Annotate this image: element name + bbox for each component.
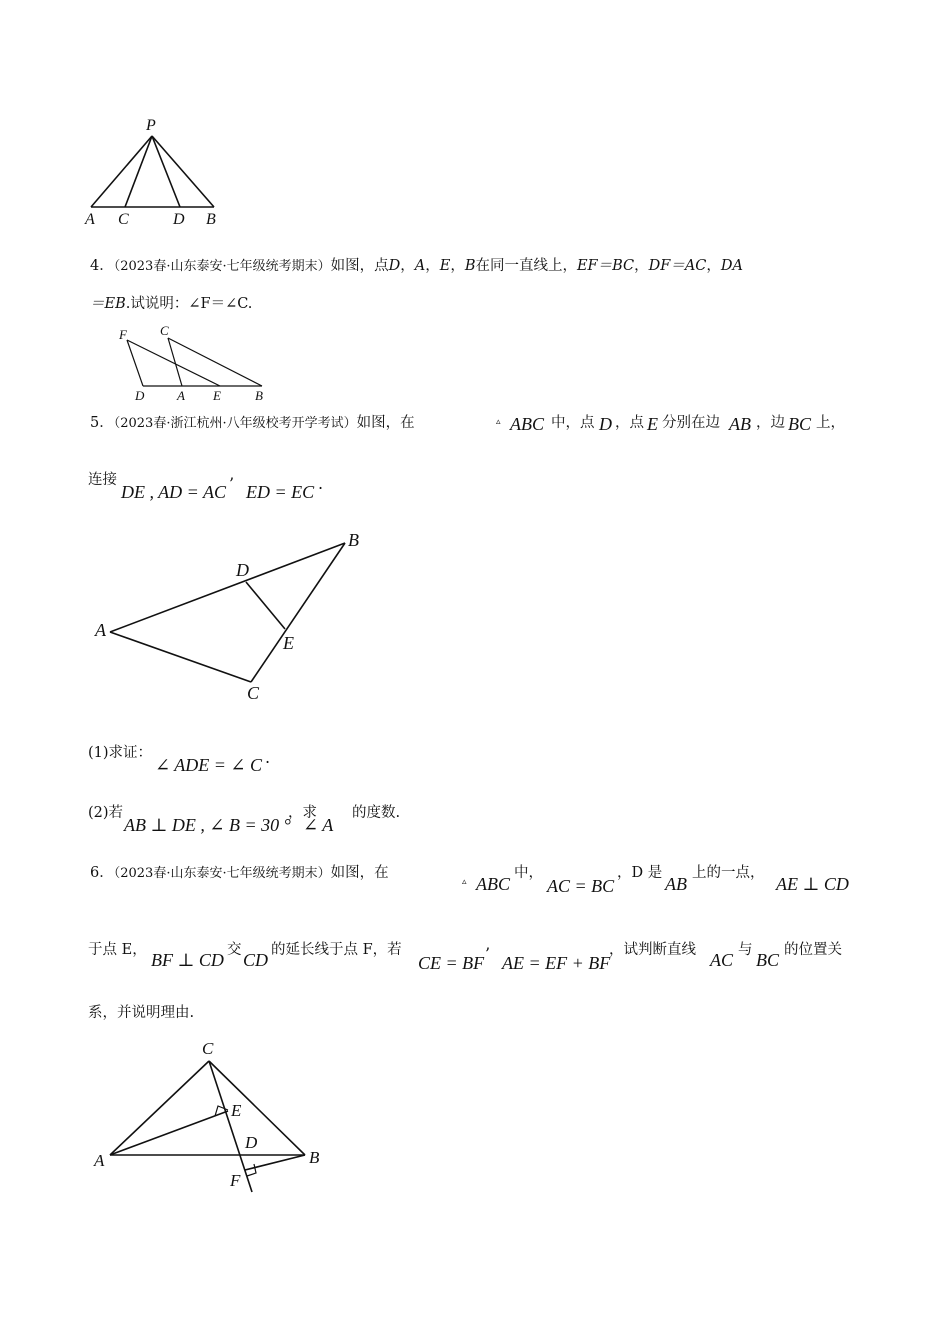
q6-ae-sum: AE = EF + BF [502, 953, 611, 973]
q6-source: （2023春·山东泰安·七年级统考期末） [113, 866, 331, 881]
q6-bf-cd: BF ⊥ CD [151, 950, 224, 970]
q5-connect: 连接 [88, 472, 117, 488]
q5-ab: AB [729, 414, 751, 434]
q6-relation: 的位置关 [784, 942, 842, 958]
q4-fig-label-f: F [119, 327, 127, 342]
q4-number: 4． [90, 258, 114, 274]
figure-p-label-c: C [118, 211, 129, 228]
q4-eq3-end: ＝EB [90, 296, 126, 312]
q5-cond1: DE , AD = AC [121, 482, 226, 502]
q5-p2-end: 的度数. [352, 805, 401, 821]
q6-text1: 如图，在 [330, 865, 389, 881]
q6-judge: ，试判断直线 [609, 942, 696, 958]
q4-comma4: ， [634, 258, 649, 274]
q5-p2-mid: ，求 [288, 805, 317, 821]
q4-prove: .试说明：∠F＝∠C. [125, 296, 253, 312]
q5-p1-label: (1)求证： [88, 745, 153, 761]
q6-ac: AC [710, 950, 734, 970]
q4-pt-d: D [388, 258, 401, 274]
q5-p1-math: ∠ ADE = ∠ C [155, 755, 262, 775]
q4-fig-label-e: E [213, 388, 221, 403]
q4-comma3: ， [450, 258, 465, 274]
q4-pt-e: E [439, 258, 451, 274]
q5-line1 [90, 413, 415, 434]
q4-pt-a: A [414, 258, 426, 274]
q4-comma2: ， [425, 258, 440, 274]
q6-bc: BC [756, 950, 780, 970]
q5-p2-label: (2)若 [88, 805, 124, 821]
q5-fig-label-b: B [348, 530, 359, 550]
q4-fig-label-c: C [160, 323, 169, 338]
figure-p-label-p: P [146, 117, 156, 134]
figure-p-label-b: B [206, 211, 216, 228]
q4-fig-label-b: B [255, 388, 263, 403]
q5-text1: 如图，在 [356, 415, 415, 431]
q4-comma1: ， [400, 258, 415, 274]
q5-mid: 中，点 [551, 415, 595, 431]
q5-tri: ABC [510, 414, 544, 434]
q5-fig-label-a: A [95, 620, 106, 640]
q6-fig-label-e: E [231, 1101, 242, 1120]
q6-ext: 的延长线于点 F，若 [271, 942, 402, 958]
q4-eq3-start: DA [720, 258, 744, 274]
q5-p2-angle: ∠ A [303, 815, 334, 835]
q4-line1 [90, 256, 743, 277]
q6-line2-start: 于点 E， [88, 942, 147, 958]
q5-e: E [647, 414, 658, 434]
q6-zhong: 中， [514, 865, 543, 881]
q4-text2: 在同一直线上， [475, 258, 577, 274]
q4-source: （2023春·山东泰安·七年级统考期末） [113, 259, 331, 274]
q6-ae-cd: AE ⊥ CD [776, 874, 849, 894]
q6-line1 [90, 863, 389, 884]
q4-text1: 如图，点 [330, 258, 389, 274]
q5-prime: ’ [229, 474, 235, 493]
q4-comma5: ， [706, 258, 721, 274]
q5-fig-label-c: C [247, 683, 260, 703]
q6-triangle-symbol: ▵ [462, 877, 467, 887]
q5-fig-label-e: E [283, 633, 294, 653]
q4-fig-label-a: A [177, 388, 185, 403]
q6-point-on: 上的一点， [692, 865, 765, 881]
q6-fig-label-b: B [309, 1148, 320, 1167]
q6-yu: 与 [738, 942, 753, 958]
q6-fig-label-a: A [94, 1151, 105, 1170]
q6-line3: 系，并说明理由. [88, 1005, 195, 1021]
q6-ac-bc: AC = BC [547, 876, 615, 896]
q4-eq2: DF＝AC [648, 258, 707, 274]
q5-source: （2023春·浙江杭州·八年级校考开学考试） [113, 416, 357, 431]
q4-eq1: EF＝BC [576, 258, 635, 274]
q6-ce-bf: CE = BF [418, 953, 485, 973]
q5-mid4: ，边 [756, 415, 785, 431]
q4-fig-label-d: D [135, 388, 145, 403]
q6-fig-label-d: D [245, 1133, 258, 1152]
figure-p-label-a: A [85, 211, 95, 228]
q4-figure-lines [127, 338, 262, 386]
q5-p1-dot: . [265, 748, 271, 767]
q6-right-angle-marks [215, 1106, 256, 1176]
q5-d: D [599, 414, 612, 434]
figure-p-lines [91, 136, 214, 207]
q6-tri: ABC [476, 874, 510, 894]
q4-line2 [90, 294, 252, 314]
q5-mid3: 分别在边 [662, 415, 720, 431]
q5-fig-label-d: D [236, 560, 249, 580]
q6-fig-label-c: C [202, 1039, 214, 1058]
q5-cond2: ED = EC [246, 482, 315, 502]
q5-triangle-symbol: ▵ [496, 417, 501, 427]
q6-figure-lines [110, 1061, 305, 1192]
q6-ab: AB [665, 874, 687, 894]
q5-figure-lines [110, 543, 345, 682]
q6-d-is: ，D 是 [617, 865, 663, 881]
q5-end: 上， [816, 415, 845, 431]
figure-p-label-d: D [173, 211, 185, 228]
q6-prime1: ’ [485, 944, 491, 963]
q5-mid2: ，点 [615, 415, 644, 431]
q5-dot: . [318, 474, 324, 493]
q5-number: 5． [90, 415, 114, 431]
q5-p2-math: AB ⊥ DE , ∠ B = 30 ° [124, 815, 291, 835]
q6-cd: CD [243, 950, 269, 970]
q5-bc: BC [788, 414, 812, 434]
q6-jiao: 交 [227, 942, 242, 958]
q6-number: 6． [90, 865, 114, 881]
q4-pt-b: B [464, 258, 476, 274]
q6-fig-label-f: F [230, 1171, 241, 1190]
